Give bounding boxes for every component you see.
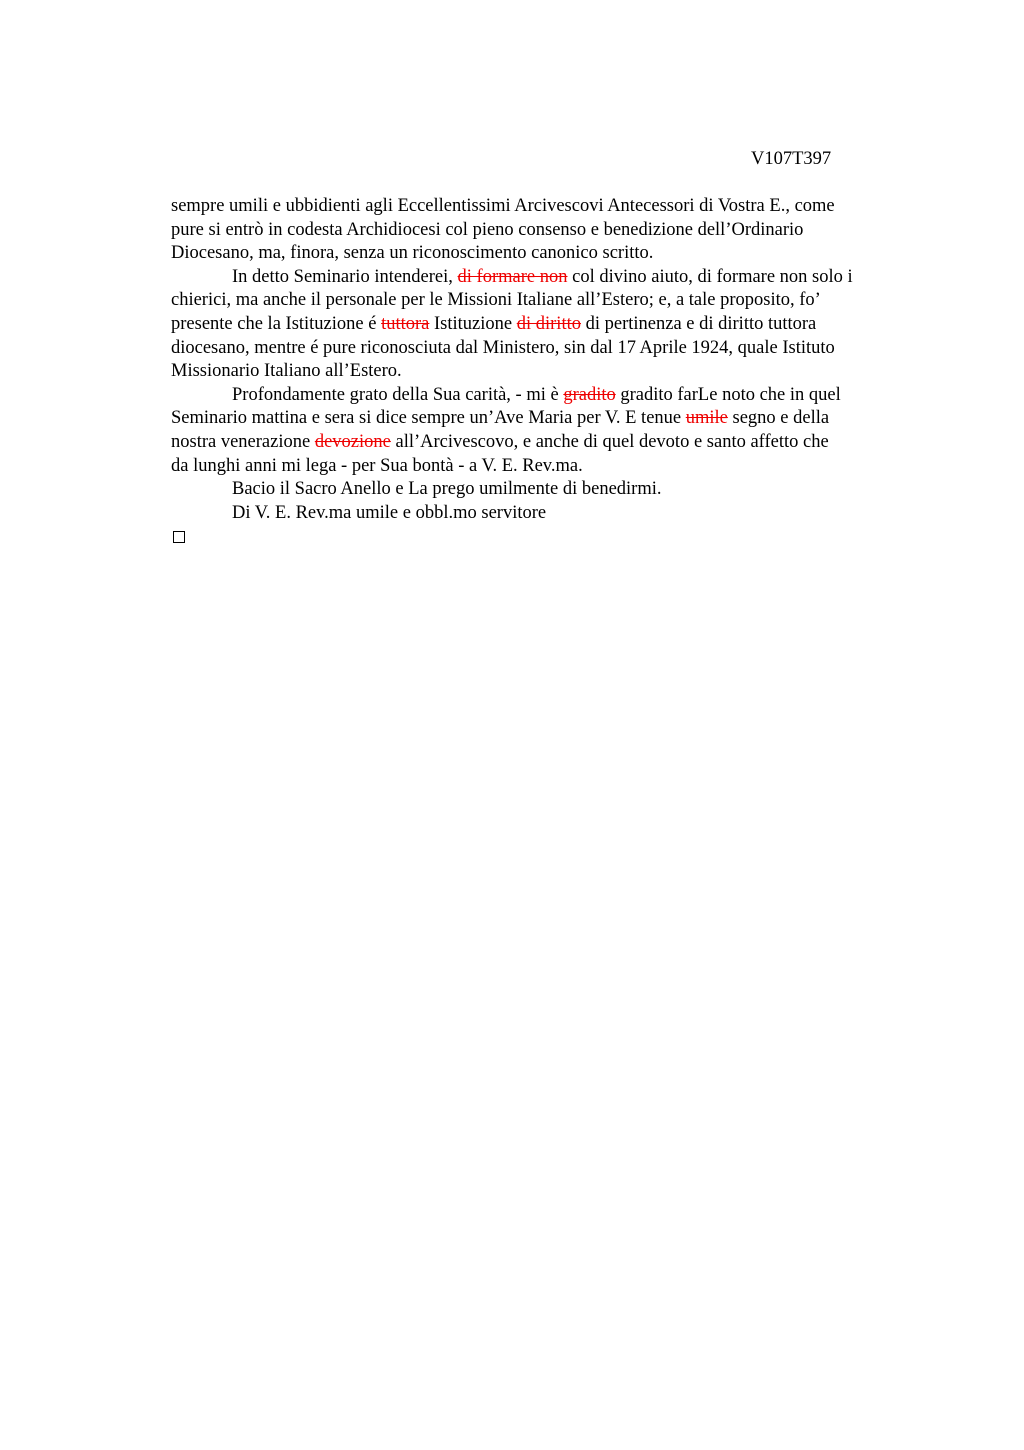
text-line — [171, 313, 931, 337]
text-line — [171, 407, 931, 431]
text-segment: pure si entrò in codesta Archidiocesi col pieno consenso e benedizione dell’Ordinario — [171, 219, 804, 240]
paragraph-start-line — [171, 266, 931, 290]
text-segment: Diocesano, ma, finora, senza un riconoscimento canonico scritto. — [171, 243, 654, 264]
deleted-text: di diritto — [516, 313, 581, 334]
empty-box-icon — [173, 531, 185, 543]
text-segment: gradito farLe noto che in quel — [615, 384, 841, 405]
text-line — [171, 455, 931, 479]
text-segment: In detto Seminario intenderei, — [232, 266, 458, 287]
text-line — [171, 195, 931, 219]
text-line — [171, 289, 931, 313]
text-segment: Istituzione — [429, 313, 517, 334]
text-line — [171, 337, 931, 361]
text-segment: presente che la Istituzione é — [171, 313, 382, 334]
closing-line — [171, 502, 931, 526]
deleted-text: tuttora — [381, 313, 430, 334]
text-line — [171, 242, 931, 266]
text-line — [171, 431, 931, 455]
text-segment: nostra venerazione — [171, 431, 315, 452]
deleted-text: umile — [685, 408, 728, 429]
deleted-text: gradito — [563, 384, 616, 405]
text-segment: sempre umili e ubbidienti agli Eccellentissimi Arcivescovi Antecessori di Vostra E., come — [171, 196, 835, 216]
paragraph-start-line — [171, 384, 931, 408]
text-line — [171, 219, 931, 243]
text-segment: Seminario mattina e sera si dice sempre un’Ave Maria per V. E tenue — [171, 408, 686, 429]
text-segment: Bacio il Sacro Anello e La prego umilmente di benedirmi. — [232, 479, 662, 500]
text-segment: diocesano, mentre é pure riconosciuta dal Ministero, sin dal 17 Aprile 1924, quale Istituto — [171, 337, 835, 358]
text-segment: chierici, ma anche il personale per le Missioni Italiane all’Estero; e, a tale proposito, fo’ — [171, 290, 821, 311]
text-segment: Missionario Italiano all’Estero. — [171, 361, 402, 382]
letter-body — [171, 195, 931, 551]
text-segment: segno e della — [727, 408, 830, 429]
text-segment: di pertinenza e di diritto tuttora — [580, 313, 817, 334]
deleted-text: devozione — [314, 431, 391, 452]
paragraph-start-line — [171, 478, 931, 502]
text-segment: all’Arcivescovo, e anche di quel devoto e santo affetto che — [390, 431, 829, 452]
deleted-text: di formare non — [457, 266, 568, 287]
text-line — [171, 360, 931, 384]
text-segment: Di V. E. Rev.ma umile e obbl.mo servitore — [232, 502, 547, 523]
document-id: V107T397 — [751, 149, 832, 169]
text-segment: col divino aiuto, di formare non solo i — [567, 266, 853, 287]
text-segment: Profondamente grato della Sua carità, - mi è — [232, 384, 564, 405]
box-line — [171, 525, 931, 551]
text-segment: da lunghi anni mi lega - per Sua bontà - a V. E. Rev.ma. — [171, 455, 583, 476]
